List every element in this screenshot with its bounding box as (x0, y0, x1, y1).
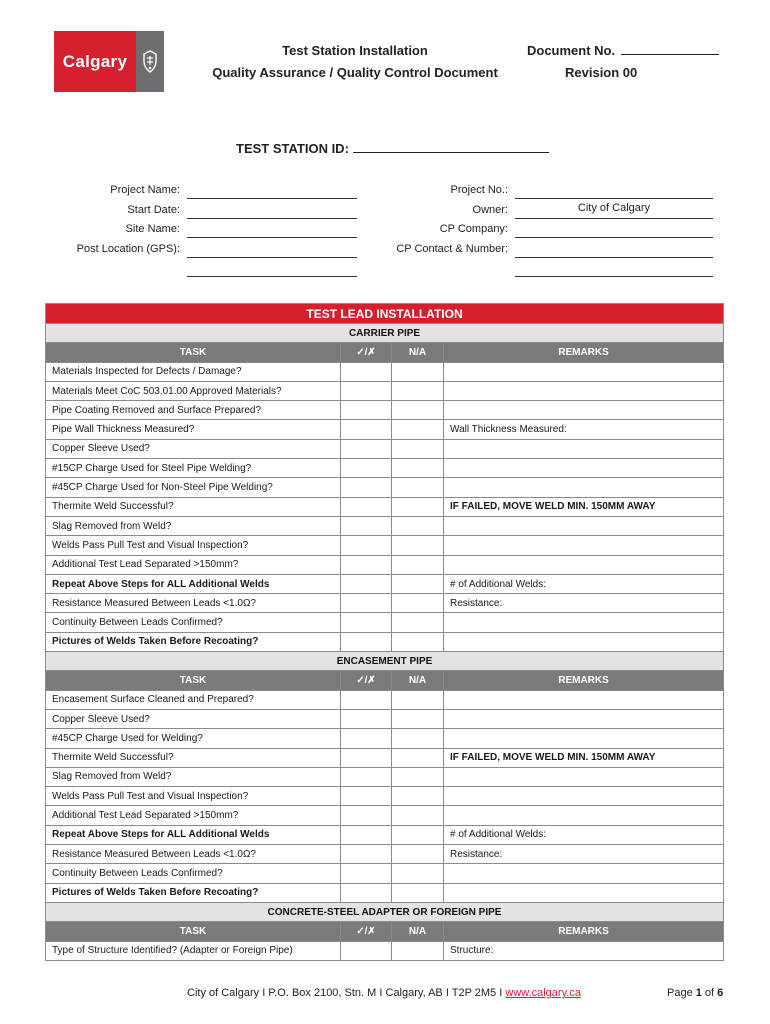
na-cell[interactable] (392, 536, 444, 555)
remarks-cell[interactable]: # of Additional Welds: (444, 825, 724, 844)
task-cell: Slag Removed from Weld? (46, 767, 341, 786)
table-row (46, 690, 724, 709)
task-cell: Continuity Between Leads Confirmed? (46, 613, 341, 632)
table-row (46, 709, 724, 728)
task-cell: Repeat Above Steps for ALL Additional Welds (46, 825, 341, 844)
form-field[interactable] (515, 257, 713, 258)
table-row (46, 864, 724, 883)
form-field-value: City of Calgary (577, 202, 651, 214)
form-field[interactable] (187, 198, 357, 199)
check-cell[interactable] (341, 439, 392, 458)
form-field[interactable] (515, 237, 713, 238)
form-field[interactable] (515, 198, 713, 199)
form-label: Owner: (472, 204, 508, 216)
table-row (46, 555, 724, 574)
remarks-cell[interactable]: IF FAILED, MOVE WELD MIN. 150MM AWAY (444, 497, 724, 516)
column-header-task: TASK (46, 343, 341, 362)
table-banner-row (46, 304, 724, 324)
check-cell[interactable] (341, 555, 392, 574)
section-title: ENCASEMENT PIPE (46, 652, 724, 671)
na-cell[interactable] (392, 864, 444, 883)
na-cell[interactable] (392, 690, 444, 709)
form-field[interactable] (187, 237, 357, 238)
check-cell[interactable] (341, 516, 392, 535)
document-number-field[interactable] (621, 43, 719, 55)
remarks-cell[interactable]: Wall Thickness Measured: (444, 420, 724, 439)
document-number (527, 43, 719, 58)
table-row (46, 787, 724, 806)
table-row (46, 729, 724, 748)
remarks-cell[interactable] (444, 709, 724, 728)
task-cell: Continuity Between Leads Confirmed? (46, 864, 341, 883)
check-cell[interactable] (341, 806, 392, 825)
remarks-cell[interactable] (444, 381, 724, 400)
task-cell: Thermite Weld Successful? (46, 748, 341, 767)
form-field-extra[interactable] (187, 276, 357, 277)
section-row (46, 902, 724, 921)
table-row (46, 806, 724, 825)
form-field[interactable] (187, 257, 357, 258)
column-header-row (46, 343, 724, 362)
check-cell[interactable] (341, 941, 392, 960)
revision-label: Revision 00 (565, 65, 638, 80)
remarks-cell[interactable] (444, 729, 724, 748)
task-cell: Welds Pass Pull Test and Visual Inspection? (46, 787, 341, 806)
test-station-id (236, 141, 549, 156)
form-label: Project Name: (110, 184, 180, 196)
check-cell[interactable] (341, 845, 392, 864)
table-row (46, 825, 724, 844)
section-row (46, 324, 724, 343)
check-cell[interactable] (341, 497, 392, 516)
task-cell: Materials Inspected for Defects / Damage? (46, 362, 341, 381)
na-cell[interactable] (392, 555, 444, 574)
form-label: CP Company: (439, 223, 508, 235)
na-cell[interactable] (392, 748, 444, 767)
check-cell[interactable] (341, 767, 392, 786)
column-header-check: ✓/✗ (341, 671, 392, 690)
page-total: 6 (717, 987, 724, 999)
form-label: CP Contact & Number: (396, 243, 508, 255)
check-cell[interactable] (341, 574, 392, 593)
check-cell[interactable] (341, 709, 392, 728)
task-cell: Pictures of Welds Taken Before Recoating? (46, 883, 341, 902)
table-row (46, 594, 724, 613)
page-prefix: Page (667, 987, 696, 999)
task-cell: Additional Test Lead Separated >150mm? (46, 806, 341, 825)
task-cell: Copper Sleeve Used? (46, 709, 341, 728)
remarks-cell[interactable]: IF FAILED, MOVE WELD MIN. 150MM AWAY (444, 748, 724, 767)
page-number (667, 987, 723, 999)
column-header-row (46, 922, 724, 941)
logo-text: Calgary (62, 51, 128, 71)
check-cell[interactable] (341, 362, 392, 381)
column-header-row (46, 671, 724, 690)
remarks-cell[interactable] (444, 401, 724, 420)
task-cell: Pipe Wall Thickness Measured? (46, 420, 341, 439)
check-cell[interactable] (341, 690, 392, 709)
na-cell[interactable] (392, 439, 444, 458)
check-cell[interactable] (341, 787, 392, 806)
column-header-remarks: REMARKS (444, 922, 724, 941)
table-row (46, 536, 724, 555)
form-label: Post Location (GPS): (76, 243, 180, 255)
table-row (46, 767, 724, 786)
section-title: CONCRETE-STEEL ADAPTER OR FOREIGN PIPE (46, 902, 724, 921)
column-header-na: N/A (392, 922, 444, 941)
table-row (46, 574, 724, 593)
table-row (46, 459, 724, 478)
task-cell: Materials Meet CoC 503.01.00 Approved Materials? (46, 381, 341, 400)
check-cell[interactable] (341, 401, 392, 420)
na-cell[interactable] (392, 613, 444, 632)
remarks-cell[interactable] (444, 806, 724, 825)
city-logo (54, 31, 164, 92)
na-cell[interactable] (392, 941, 444, 960)
task-cell: Repeat Above Steps for ALL Additional Welds (46, 574, 341, 593)
na-cell[interactable] (392, 729, 444, 748)
column-header-remarks: REMARKS (444, 671, 724, 690)
remarks-cell[interactable] (444, 864, 724, 883)
na-cell[interactable] (392, 825, 444, 844)
remarks-cell[interactable] (444, 459, 724, 478)
remarks-cell[interactable]: # of Additional Welds: (444, 574, 724, 593)
task-cell: Encasement Surface Cleaned and Prepared? (46, 690, 341, 709)
check-cell[interactable] (341, 864, 392, 883)
remarks-cell[interactable] (444, 536, 724, 555)
document-number-label: Document No. (527, 43, 616, 58)
task-cell: Pipe Coating Removed and Surface Prepared? (46, 401, 341, 420)
check-cell[interactable] (341, 478, 392, 497)
table-row (46, 845, 724, 864)
task-cell: Resistance Measured Between Leads <1.0Ω? (46, 845, 341, 864)
table-row (46, 381, 724, 400)
task-cell: Resistance Measured Between Leads <1.0Ω? (46, 594, 341, 613)
column-header-na: N/A (392, 671, 444, 690)
table-row (46, 516, 724, 535)
form-field-extra[interactable] (515, 276, 713, 277)
task-cell: Type of Structure Identified? (Adapter or Foreign Pipe) (46, 941, 341, 960)
table-row (46, 748, 724, 767)
form-label: Project No.: (450, 184, 508, 196)
form-label: Start Date: (127, 204, 180, 216)
remarks-cell[interactable] (444, 516, 724, 535)
table-row (46, 420, 724, 439)
check-cell[interactable] (341, 536, 392, 555)
na-cell[interactable] (392, 632, 444, 651)
test-station-id-label: TEST STATION ID: (236, 141, 349, 156)
table-row (46, 883, 724, 902)
column-header-task: TASK (46, 671, 341, 690)
crest-icon (136, 31, 164, 92)
task-cell: #45CP Charge Used for Non-Steel Pipe Welding? (46, 478, 341, 497)
table-row (46, 362, 724, 381)
logo-wordmark (54, 31, 136, 92)
remarks-cell[interactable] (444, 767, 724, 786)
document-title: Test Station Installation (282, 43, 428, 58)
section-row (46, 652, 724, 671)
table-row (46, 497, 724, 516)
na-cell[interactable] (392, 767, 444, 786)
na-cell[interactable] (392, 401, 444, 420)
task-cell: Pictures of Welds Taken Before Recoating? (46, 632, 341, 651)
na-cell[interactable] (392, 420, 444, 439)
check-cell[interactable] (341, 748, 392, 767)
na-cell[interactable] (392, 883, 444, 902)
na-cell[interactable] (392, 594, 444, 613)
remarks-cell[interactable] (444, 690, 724, 709)
table-row (46, 632, 724, 651)
task-cell: Thermite Weld Successful? (46, 497, 341, 516)
page-of: of (701, 987, 718, 999)
check-cell[interactable] (341, 420, 392, 439)
remarks-cell[interactable] (444, 632, 724, 651)
na-cell[interactable] (392, 709, 444, 728)
remarks-cell[interactable] (444, 787, 724, 806)
remarks-cell[interactable] (444, 613, 724, 632)
column-header-remarks: REMARKS (444, 343, 724, 362)
check-cell[interactable] (341, 613, 392, 632)
table-row (46, 941, 724, 960)
na-cell[interactable] (392, 459, 444, 478)
task-cell: #15CP Charge Used for Steel Pipe Welding? (46, 459, 341, 478)
check-cell[interactable] (341, 825, 392, 844)
check-cell[interactable] (341, 594, 392, 613)
task-cell: Slag Removed from Weld? (46, 516, 341, 535)
task-cell: Welds Pass Pull Test and Visual Inspection? (46, 536, 341, 555)
check-cell[interactable] (341, 883, 392, 902)
na-cell[interactable] (392, 516, 444, 535)
na-cell[interactable] (392, 497, 444, 516)
check-cell[interactable] (341, 381, 392, 400)
column-header-check: ✓/✗ (341, 922, 392, 941)
check-cell[interactable] (341, 459, 392, 478)
remarks-cell[interactable] (444, 362, 724, 381)
page-current: 1 (695, 987, 702, 999)
document-subtitle: Quality Assurance / Quality Control Document (212, 65, 498, 80)
na-cell[interactable] (392, 478, 444, 497)
check-cell[interactable] (341, 632, 392, 651)
table-row (46, 401, 724, 420)
task-cell: Additional Test Lead Separated >150mm? (46, 555, 341, 574)
table-row (46, 439, 724, 458)
footer-address-text: City of Calgary I P.O. Box 2100, Stn. M I Calgary, AB I T2P 2M5 I (187, 987, 506, 999)
section-title: CARRIER PIPE (46, 324, 724, 343)
remarks-cell[interactable]: Structure: (444, 941, 724, 960)
table-row (46, 478, 724, 497)
remarks-cell[interactable]: Resistance: (444, 594, 724, 613)
na-cell[interactable] (392, 574, 444, 593)
column-header-na: N/A (392, 343, 444, 362)
table-banner: TEST LEAD INSTALLATION (46, 304, 724, 324)
remarks-cell[interactable] (444, 439, 724, 458)
na-cell[interactable] (392, 362, 444, 381)
task-cell: #45CP Charge Used for Welding? (46, 729, 341, 748)
table-row (46, 613, 724, 632)
na-cell[interactable] (392, 845, 444, 864)
form-field[interactable] (187, 218, 357, 219)
test-station-id-field[interactable] (353, 141, 549, 153)
test-lead-installation-table (45, 303, 724, 961)
column-header-check: ✓/✗ (341, 343, 392, 362)
remarks-cell[interactable] (444, 555, 724, 574)
na-cell[interactable] (392, 806, 444, 825)
column-header-task: TASK (46, 922, 341, 941)
remarks-cell[interactable]: Resistance: (444, 845, 724, 864)
remarks-cell[interactable] (444, 883, 724, 902)
form-field[interactable] (515, 218, 713, 219)
check-cell[interactable] (341, 729, 392, 748)
task-cell: Copper Sleeve Used? (46, 439, 341, 458)
na-cell[interactable] (392, 787, 444, 806)
footer-address (187, 987, 581, 999)
remarks-cell[interactable] (444, 478, 724, 497)
website-link[interactable]: www.calgary.ca (505, 987, 581, 999)
form-label: Site Name: (125, 223, 180, 235)
na-cell[interactable] (392, 381, 444, 400)
